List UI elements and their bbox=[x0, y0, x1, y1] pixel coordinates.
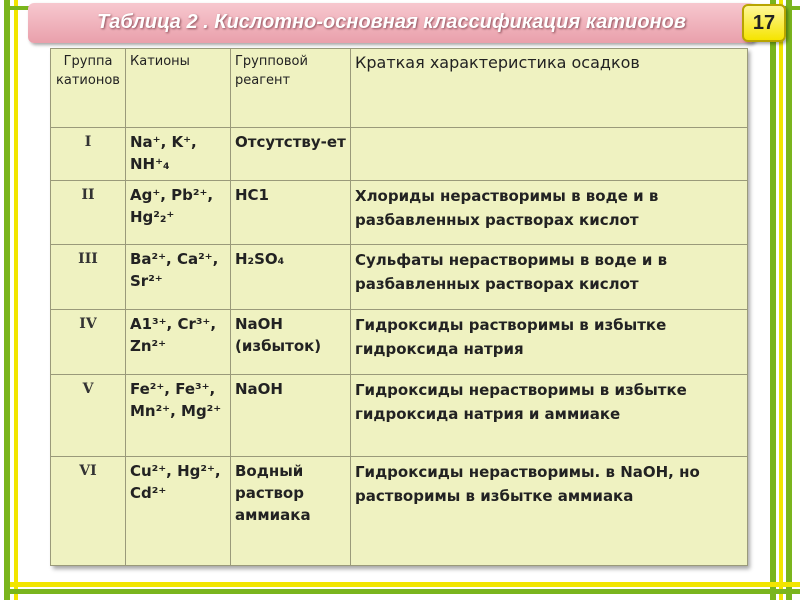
table-row bbox=[51, 245, 748, 309]
decor-stripe bbox=[14, 0, 18, 600]
cell-reagent: Отсутству-ет bbox=[231, 128, 351, 181]
cell-cations: Ba²⁺, Ca²⁺, Sr²⁺ bbox=[126, 245, 231, 309]
cell-cations: Ag⁺, Pb²⁺, Hg²₂⁺ bbox=[126, 181, 231, 245]
cell-description: Сульфаты нерастворимы в воде и в разбавленных растворах кислот bbox=[351, 245, 748, 309]
cell-description: Гидроксиды растворимы в избытке гидроксида натрия bbox=[351, 309, 748, 374]
cell-group: II bbox=[51, 181, 126, 245]
decor-stripe bbox=[786, 0, 792, 600]
title-bar bbox=[28, 3, 755, 43]
cell-cations: Na⁺, K⁺, NH⁺₄ bbox=[126, 128, 231, 181]
cell-cations: A1³⁺, Cr³⁺, Zn²⁺ bbox=[126, 309, 231, 374]
header-cations: Катионы bbox=[126, 49, 231, 128]
cell-reagent: HC1 bbox=[231, 181, 351, 245]
cell-description: Гидроксиды нерастворимы в избытке гидроксида натрия и аммиаке bbox=[351, 374, 748, 456]
decor-stripe bbox=[10, 582, 800, 587]
classification-table-wrap bbox=[50, 48, 747, 566]
table-row bbox=[51, 181, 748, 245]
page-number-badge: 17 bbox=[742, 4, 786, 42]
decor-stripe bbox=[10, 589, 800, 594]
page-title: Таблица 2 . Кислотно-основная классификация катионов bbox=[97, 11, 686, 33]
table-header-row bbox=[51, 49, 748, 128]
table-row bbox=[51, 457, 748, 566]
cell-reagent: NaOH bbox=[231, 374, 351, 456]
decor-stripe bbox=[4, 0, 10, 600]
cell-group: III bbox=[51, 245, 126, 309]
cell-reagent: H₂SO₄ bbox=[231, 245, 351, 309]
cell-group: VI bbox=[51, 457, 126, 566]
cell-reagent: Водный раствор аммиака bbox=[231, 457, 351, 566]
cell-group: I bbox=[51, 128, 126, 181]
cell-description: Гидроксиды нерастворимы. в NaOH, но растворимы в избытке аммиака bbox=[351, 457, 748, 566]
table-row bbox=[51, 128, 748, 181]
classification-table bbox=[50, 48, 748, 566]
cell-group: V bbox=[51, 374, 126, 456]
header-reagent: Групповой реагент bbox=[231, 49, 351, 128]
cell-reagent: NaOH (избыток) bbox=[231, 309, 351, 374]
header-group: Группа катионов bbox=[51, 49, 126, 128]
decor-stripe bbox=[770, 0, 776, 600]
cell-description: Хлориды нерастворимы в воде и в разбавленных растворах кислот bbox=[351, 181, 748, 245]
cell-description bbox=[351, 128, 748, 181]
cell-cations: Fe²⁺, Fe³⁺, Mn²⁺, Mg²⁺ bbox=[126, 374, 231, 456]
decor-stripe bbox=[779, 0, 783, 600]
cell-group: IV bbox=[51, 309, 126, 374]
header-description: Краткая характеристика осадков bbox=[351, 49, 748, 128]
table-row bbox=[51, 309, 748, 374]
cell-cations: Cu²⁺, Hg²⁺, Cd²⁺ bbox=[126, 457, 231, 566]
table-row bbox=[51, 374, 748, 456]
